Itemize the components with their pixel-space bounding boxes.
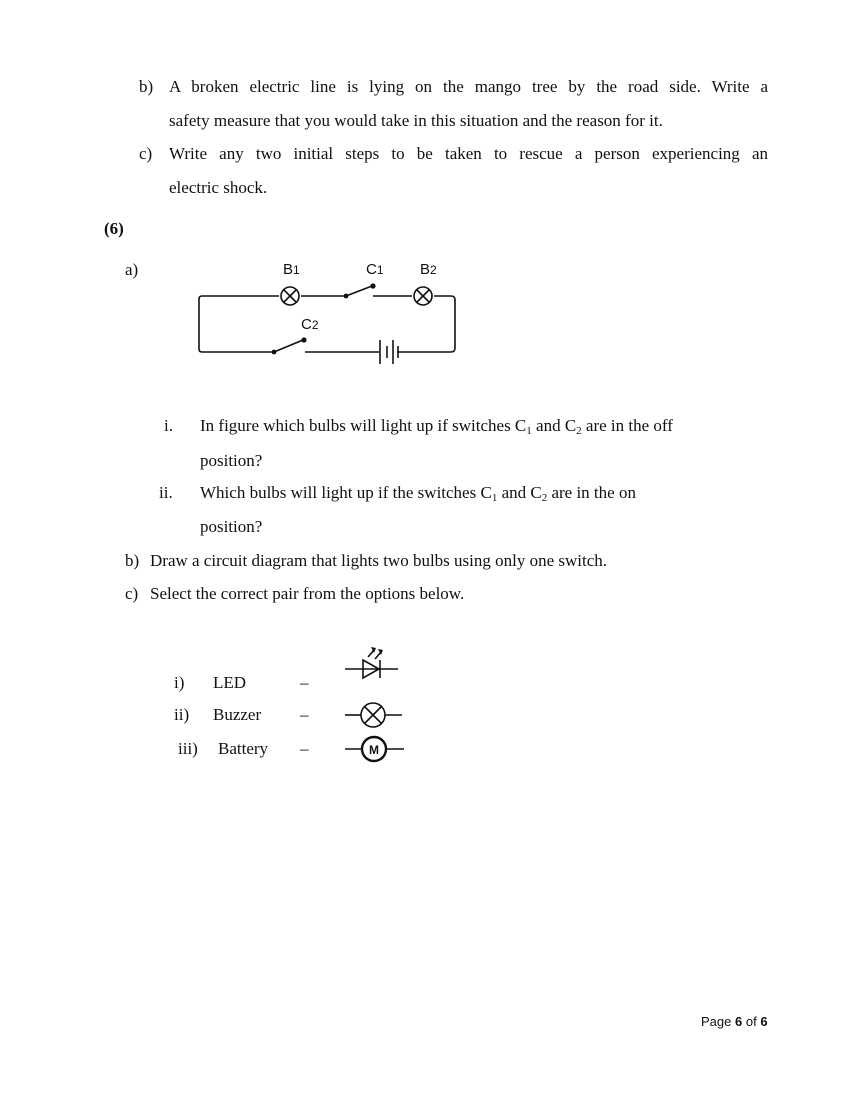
pair-2-dash: – xyxy=(300,705,309,724)
page-number: Page 6 of 6 xyxy=(701,1014,768,1029)
q5-b-marker: b) xyxy=(139,77,154,96)
q6-b-text: Draw a circuit diagram that lights two bulbs using only one switch. xyxy=(150,551,608,570)
q5-c-marker: c) xyxy=(139,144,153,163)
q5-c-line2: electric shock. xyxy=(169,178,268,197)
q5-b-line1: A broken electric line is lying on the mango tree by the road side. Write a xyxy=(169,77,768,96)
q6-a-i-line1: In figure which bulbs will light up if switches $C_1$ and $C_2$ are in the off xyxy=(200,416,673,437)
q5-b-line2: safety measure that you would take in this situation and the reason for it. xyxy=(169,111,663,130)
pair-3-marker: iii) xyxy=(178,739,198,758)
q6-a-ii-line2: position? xyxy=(200,517,263,536)
pair-1-marker: i) xyxy=(174,673,185,692)
q6-number: (6) xyxy=(104,219,124,238)
pair-1-dash: – xyxy=(300,673,309,692)
q6-b-marker: b) xyxy=(125,551,140,570)
pair-3-dash: – xyxy=(300,739,309,758)
q6-a-i-line2: position? xyxy=(200,451,263,470)
q6-c-marker: c) xyxy=(125,584,139,603)
q6-a-ii-marker: ii. xyxy=(159,483,173,502)
label-b2: B2 xyxy=(420,261,437,278)
motor-letter: M xyxy=(369,743,379,757)
label-c2: C2 xyxy=(301,316,319,333)
label-c1: C1 xyxy=(366,261,384,278)
q6-c-text: Select the correct pair from the options below. xyxy=(150,584,465,603)
pair-1-name: LED xyxy=(213,673,247,692)
lamp-symbol-icon xyxy=(345,703,402,727)
pair-3-name: Battery xyxy=(218,739,269,758)
q6-a-ii-line1: Which bulbs will light up if the switches $C_1$ and $C_2$ are in the on xyxy=(200,483,636,504)
q5-c-line1: Write any two initial steps to be taken to rescue a person experiencing an xyxy=(169,144,768,163)
q6-a-marker: a) xyxy=(125,260,139,279)
label-b1: B1 xyxy=(283,261,300,278)
q6-a-i-marker: i. xyxy=(164,416,173,435)
pair-2-marker: ii) xyxy=(174,705,190,724)
led-symbol-icon xyxy=(345,650,398,678)
pair-2-name: Buzzer xyxy=(213,705,262,724)
